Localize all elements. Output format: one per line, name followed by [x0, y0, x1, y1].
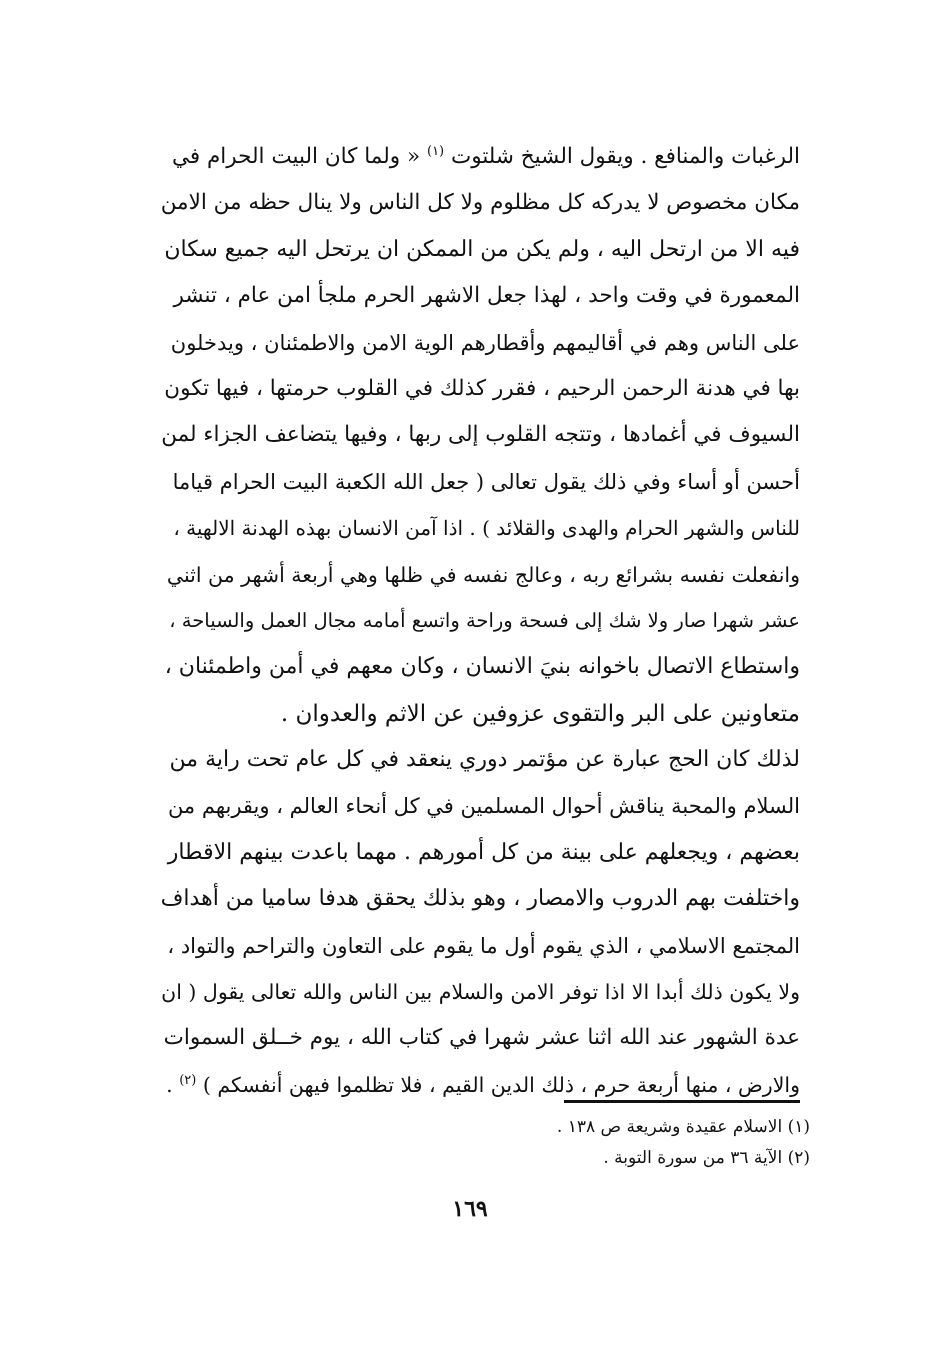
line-text-continuation: « ولما كان البيت الحرام في — [171, 144, 421, 169]
footnotes-block — [520, 1112, 810, 1174]
text-line: واستطاع الاتصال باخوانه بنيَ الانسان ، وكان معهم في أمن واطمئنان ، — [164, 654, 800, 680]
footnote-marker-2: (٢) — [179, 1072, 197, 1088]
text-line: السلام والمحبة يناقش أحوال المسلمين في كل أنحاء العالم ، ويقربهم من — [167, 794, 800, 819]
line-text: والارض ، منها أربعة حرم ، ذلك الدين القيم ، فلا تظلموا فيهن أنفسكم ) — [202, 1072, 800, 1097]
main-text-block — [160, 134, 800, 1108]
text-line: على الناس وهم في أقاليمهم وأقطارهم الوية الامن والاطمئنان ، ويدخلون — [170, 330, 800, 355]
text-line: بعضهم ، ويجعلهم على بينة من كل أمورهم . مهما باعدت بينهم الاقطار — [167, 839, 800, 865]
text-line: عشر شهرا صار ولا شك إلى فسحة وراحة واتسع أمامه مجال العمل والسياحة ، — [169, 608, 800, 632]
text-line: أحسن أو أساء وفي ذلك يقول تعالى ( جعل الله الكعبة البيت الحرام قياما — [172, 469, 800, 494]
text-line: للناس والشهر الحرام والهدى والقلائد ) . اذا آمن الانسان بهذه الهدنة الالهية ، — [173, 516, 800, 541]
footnote-separator — [564, 1100, 800, 1103]
text-line: عدة الشهور عند الله اثنا عشر شهرا في كتاب الله ، يوم خــلق السموات — [163, 1025, 800, 1051]
footnote-2: (٢) الآية ٣٦ من سورة التوبة . — [603, 1148, 810, 1168]
footnote-marker-1: (١) — [426, 143, 445, 159]
page-number: ١٦٩ — [452, 1196, 488, 1222]
text-line: المجتمع الاسلامي ، الذي يقوم أول ما يقوم على التعاون والتراحم والتواد ، — [167, 933, 800, 958]
text-line: بها في هدنة الرحمن الرحيم ، فقرر كذلك في القلوب حرمتها ، فيها تكون — [164, 375, 800, 401]
paragraph-start-line: لذلك كان الحج عبارة عن مؤتمر دوري ينعقد في كل عام تحت راية من — [169, 747, 800, 773]
footnote-1: (١) الاسلام عقيدة وشريعة ص ١٣٨ . — [556, 1117, 810, 1137]
text-line: واختلفت بهم الدروب والامصار ، وهو بذلك يحقق هدفا ساميا من أهداف — [160, 886, 800, 912]
text-line: ولا يكون ذلك أبدا الا اذا توفر الامن والسلام بين الناس والله تعالى يقول ( ان — [161, 980, 800, 1005]
text-line: وانفعلت نفسه بشرائع ربه ، وعالج نفسه في ظلها وهي أربعة أشهر من اثني — [166, 562, 800, 587]
text-line — [160, 134, 800, 180]
text-line: مكان مخصوص لا يدركه كل مظلوم ولا كل الناس ولا ينال حظه من الامن — [160, 190, 800, 216]
text-line: فيه الا من ارتحل اليه ، ولم يكن من الممكن ان يرتحل اليه جميع سكان — [164, 236, 800, 262]
line-text: الرغبات والمنافع . ويقول الشيخ شلتوت — [450, 144, 800, 169]
text-line: المعمورة في وقت واحد ، لهذا جعل الاشهر الحرم ملجأ امن عام ، تنشر — [173, 283, 800, 309]
text-line: السيوف في أغمادها ، وتتجه القلوب إلى ربها ، وفيها يتضاعف الجزاء لمن — [161, 422, 800, 448]
line-end-period: . — [166, 1072, 173, 1097]
text-line: متعاونين على البر والتقوى عزوفين عن الاثم والعدوان . — [280, 700, 800, 727]
